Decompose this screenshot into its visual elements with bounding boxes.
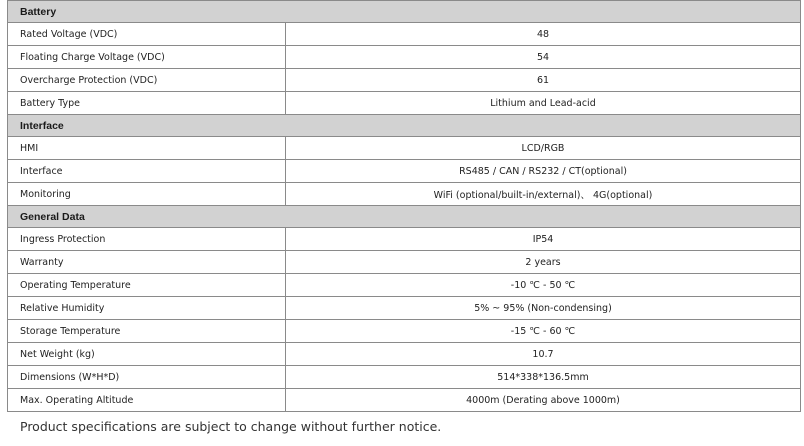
spec-label: Warranty — [8, 251, 286, 274]
spec-value: Lithium and Lead-acid — [286, 92, 801, 115]
section-title: General Data — [8, 206, 801, 228]
spec-label: Overcharge Protection (VDC) — [8, 69, 286, 92]
table-row — [8, 389, 801, 412]
spec-label: Floating Charge Voltage (VDC) — [8, 46, 286, 69]
spec-label: Ingress Protection — [8, 228, 286, 251]
spec-value: 54 — [286, 46, 801, 69]
spec-value: 514*338*136.5mm — [286, 366, 801, 389]
footnote: Product specifications are subject to change without further notice. — [20, 419, 442, 434]
spec-label: Operating Temperature — [8, 274, 286, 297]
spec-value: 5% ~ 95% (Non-condensing) — [286, 297, 801, 320]
spec-label: HMI — [8, 137, 286, 160]
spec-value: 4000m (Derating above 1000m) — [286, 389, 801, 412]
spec-value: -10 ℃ - 50 ℃ — [286, 274, 801, 297]
section-title: Interface — [8, 115, 801, 137]
table-row — [8, 366, 801, 389]
spec-label: Monitoring — [8, 183, 286, 206]
spec-value: 61 — [286, 69, 801, 92]
spec-value: 48 — [286, 23, 801, 46]
spec-value: RS485 / CAN / RS232 / CT(optional) — [286, 160, 801, 183]
section-header-battery — [8, 1, 801, 23]
table-row — [8, 251, 801, 274]
table-row — [8, 228, 801, 251]
spec-label: Relative Humidity — [8, 297, 286, 320]
spec-value: 10.7 — [286, 343, 801, 366]
table-row — [8, 46, 801, 69]
table-row — [8, 92, 801, 115]
table-row — [8, 274, 801, 297]
spec-value: IP54 — [286, 228, 801, 251]
section-header-general-data — [8, 206, 801, 228]
spec-label: Battery Type — [8, 92, 286, 115]
table-row — [8, 297, 801, 320]
spec-label: Storage Temperature — [8, 320, 286, 343]
section-title: Battery — [8, 1, 801, 23]
table-row — [8, 69, 801, 92]
spec-label: Interface — [8, 160, 286, 183]
spec-label: Net Weight (kg) — [8, 343, 286, 366]
table-row — [8, 137, 801, 160]
spec-label: Rated Voltage (VDC) — [8, 23, 286, 46]
spec-value: LCD/RGB — [286, 137, 801, 160]
table-row — [8, 183, 801, 206]
table-row — [8, 343, 801, 366]
spec-label: Dimensions (W*H*D) — [8, 366, 286, 389]
section-header-interface — [8, 115, 801, 137]
spec-value: WiFi (optional/built-in/external)、 4G(optional) — [286, 183, 801, 206]
table-row — [8, 320, 801, 343]
spec-value: -15 ℃ - 60 ℃ — [286, 320, 801, 343]
table-row — [8, 23, 801, 46]
spec-value: 2 years — [286, 251, 801, 274]
spec-label: Max. Operating Altitude — [8, 389, 286, 412]
table-row — [8, 160, 801, 183]
spec-table — [7, 0, 801, 412]
